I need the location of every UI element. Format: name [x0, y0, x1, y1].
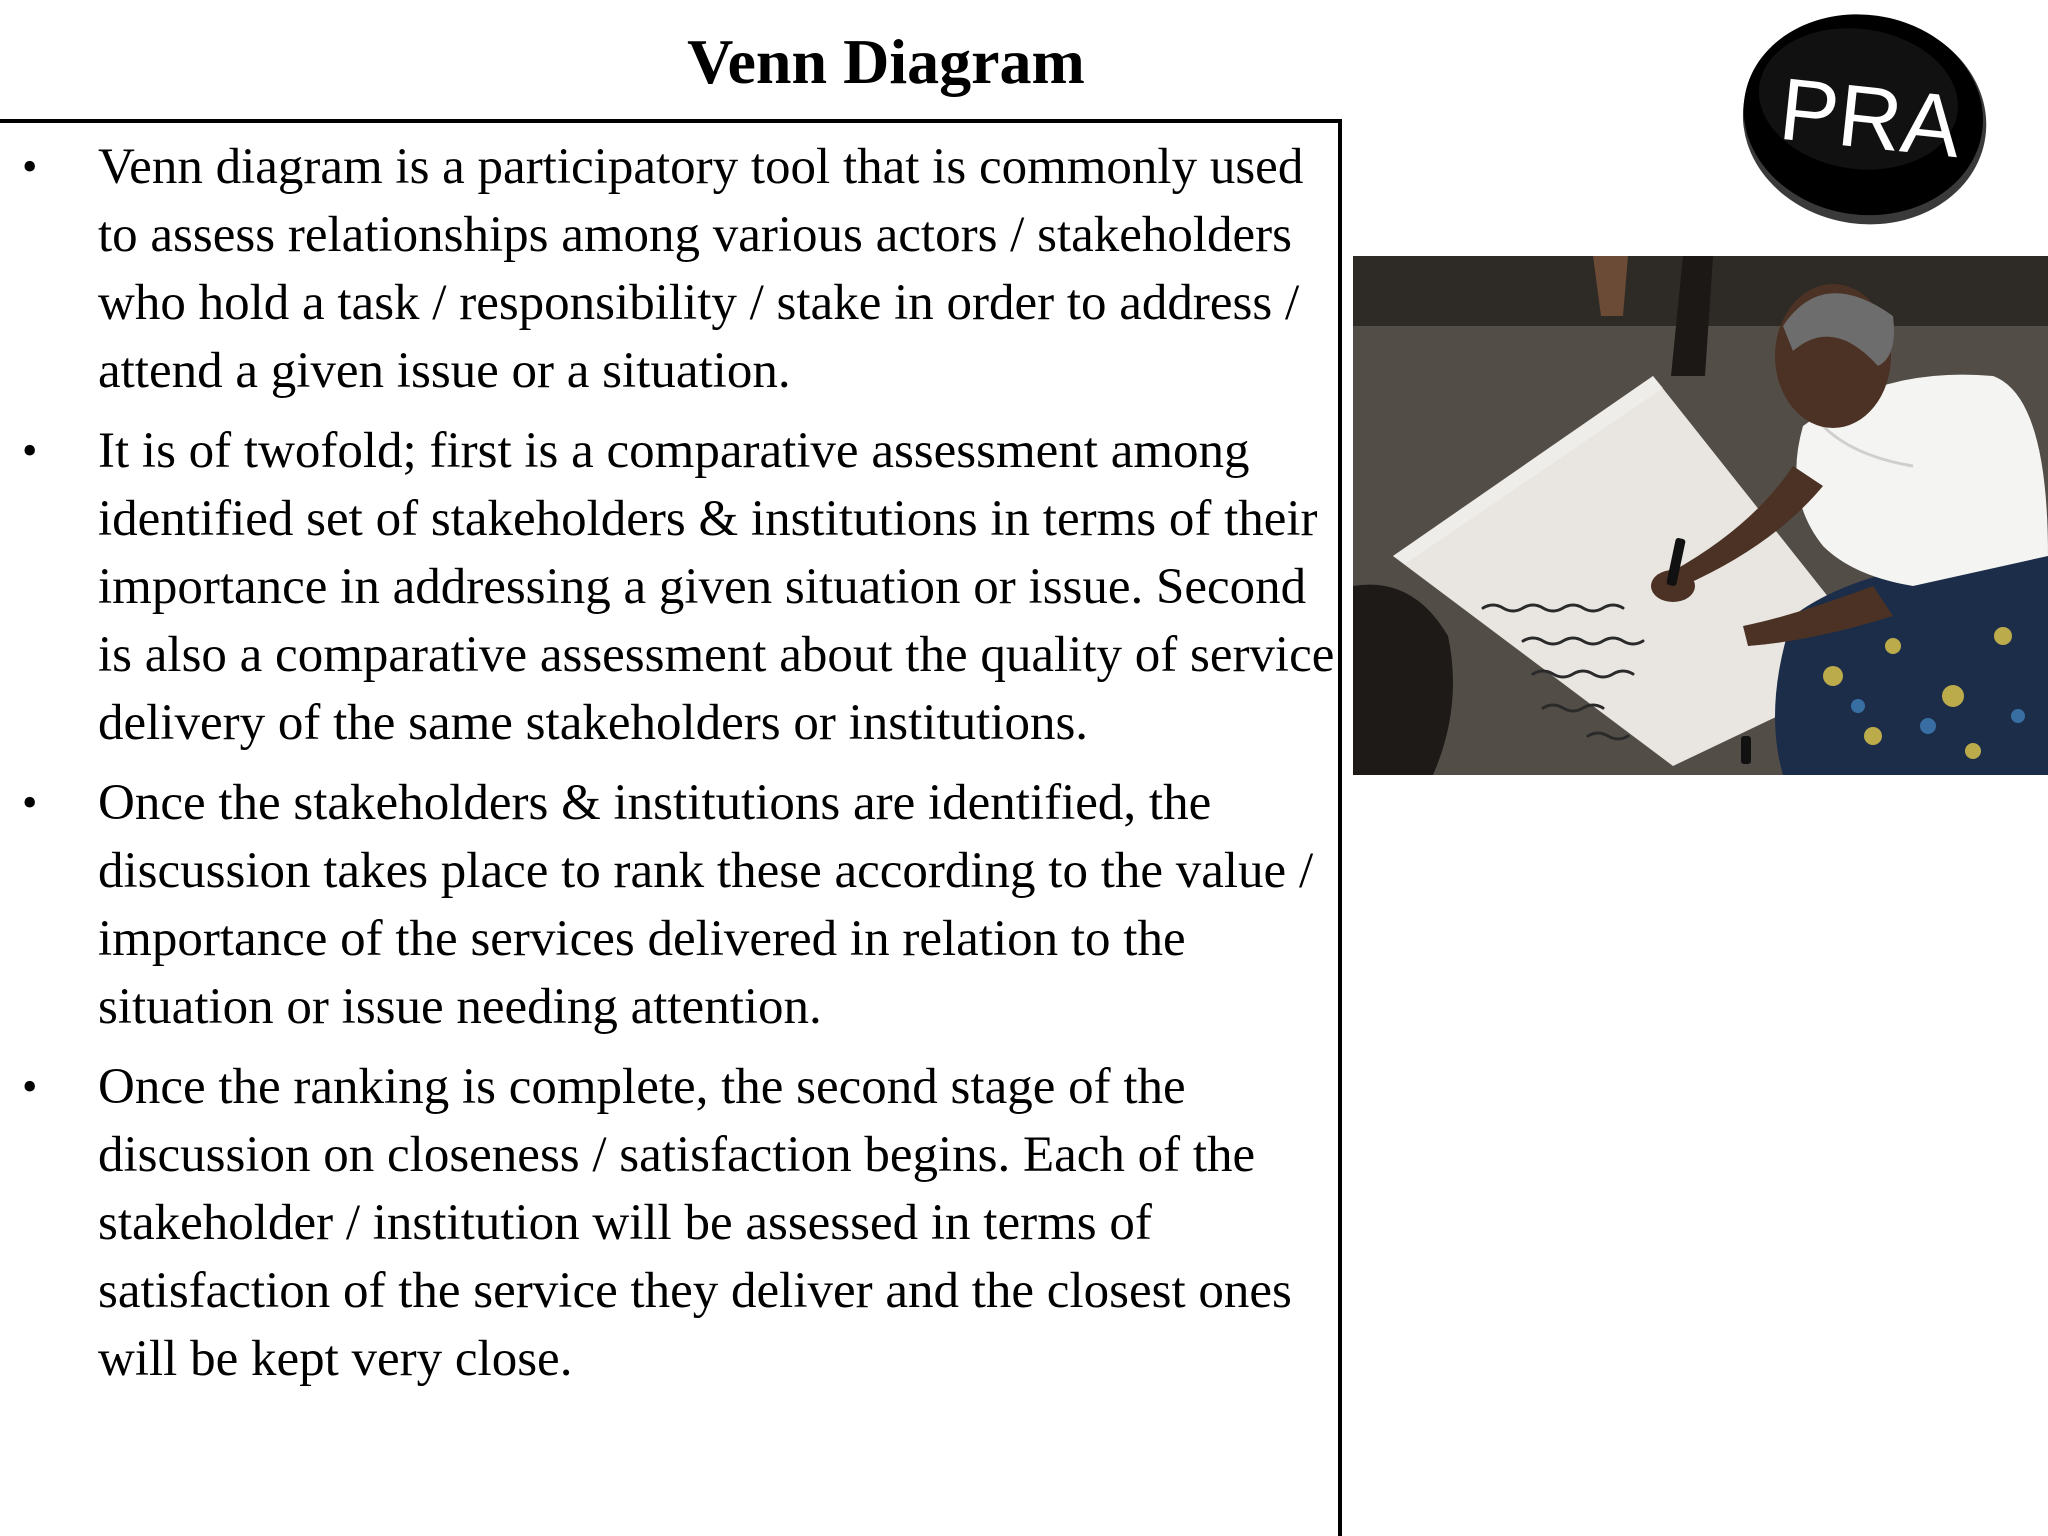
pra-badge-label: PRA	[1775, 58, 1966, 177]
bullet-item	[0, 1053, 1340, 1393]
bullet-text: Venn diagram is a participatory tool that is commonly used to assess relationships among various actors / stakeholders who hold a task / responsibility / stake in order to address / attend a given issue or a situation.	[98, 139, 1304, 399]
bullet-marker: •	[22, 778, 38, 827]
bullet-text: Once the ranking is complete, the second stage of the discussion on closeness / satisfaction begins. Each of the stakeholder / institution will be assessed in terms of satisfaction of the service they deliver and the closest ones will be kept very close.	[98, 1059, 1292, 1387]
slide-title: Venn Diagram	[687, 26, 1085, 97]
bullet-text: Once the stakeholders & institutions are identified, the discussion takes place to rank these according to the value / importance of the services delivered in relation to the situation or issue needing attention.	[98, 775, 1314, 1035]
bullet-list	[0, 133, 1340, 1405]
bullet-marker: •	[22, 142, 38, 191]
bullet-text: It is of twofold; first is a comparative assessment among identified set of stakeholders & institutions in terms of their importance in addressing a given situation or issue. Second is also a comparative assessment about the quality of service delivery of the same stakeholders or institutions.	[98, 423, 1335, 751]
bullet-marker: •	[22, 1062, 38, 1111]
bullet-item	[0, 133, 1340, 405]
pra-badge-icon	[1738, 0, 1992, 235]
bullet-marker: •	[22, 426, 38, 475]
participant-photo	[1353, 256, 2048, 775]
bullet-item	[0, 769, 1340, 1041]
bullet-item	[0, 417, 1340, 757]
